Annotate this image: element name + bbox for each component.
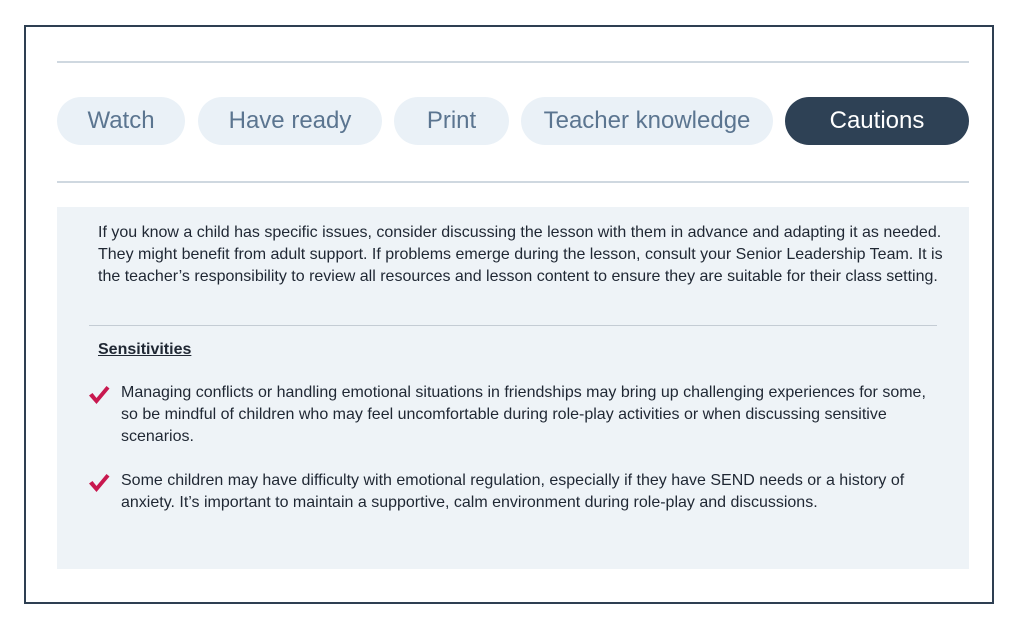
list-item-text: Managing conflicts or handling emotional situations in friendships may bring up challenging experiences for some, so be mindful of children who may feel uncomfortable during role-play activities or when discussing sensitive scenarios. [121,384,926,445]
list-item-text: Some children may have difficulty with emotional regulation, especially if they have SEND needs or a history of anxiety. It’s important to maintain a supportive, calm environment during role-play and discussions. [121,472,905,511]
tab-divider [57,181,969,183]
list-item [87,470,937,514]
intro-text: If you know a child has specific issues, consider discussing the lesson with them in advance and adapting it as needed. They might benefit from adult support. If problems emerge during the lesson, consult your Senior Leadership Team. It is the teacher’s responsibility to review all resources and lesson content to ensure they are suitable for their class setting. [98,224,943,285]
tab-teacher-knowledge[interactable]: Teacher knowledge [521,97,773,145]
checkmark-icon [87,384,111,406]
top-divider [57,61,969,63]
tab-cautions[interactable]: Cautions [785,97,969,145]
panel-divider [89,325,937,326]
list-item [87,382,937,448]
tab-have-ready[interactable]: Have ready [198,97,382,145]
checkmark-icon [87,472,111,494]
section-heading: Sensitivities [98,341,192,358]
tab-print[interactable]: Print [394,97,509,145]
content-card [24,25,994,604]
tab-watch[interactable]: Watch [57,97,185,145]
sensitivities-list [87,382,937,536]
cautions-panel [57,207,969,569]
